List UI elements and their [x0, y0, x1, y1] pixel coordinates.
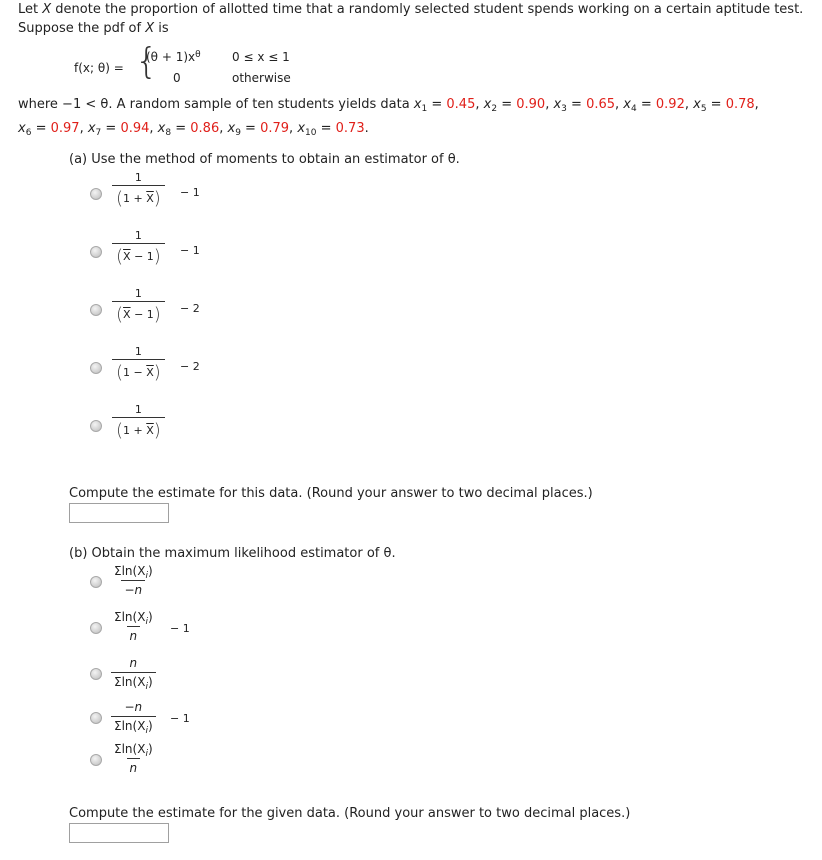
paren-left: ( — [116, 246, 124, 267]
sample-sep: , — [289, 121, 298, 136]
sample-value-item — [158, 121, 228, 136]
fraction-numerator: 1 — [134, 171, 142, 184]
part-b-option-2-fraction — [111, 610, 156, 643]
den-main: n — [129, 629, 138, 643]
num-main: Σln(X — [114, 564, 146, 578]
fraction-denominator — [112, 243, 165, 267]
pdf-case-1-text: (θ + 1)x — [146, 50, 196, 64]
part-b-option-3-radio[interactable] — [90, 668, 102, 680]
fraction-numerator — [111, 742, 156, 758]
part-b-option-3-fraction — [111, 656, 156, 692]
sample-sep: , — [754, 97, 759, 112]
sample-value-item — [297, 121, 368, 136]
sample-sep: , — [149, 121, 158, 136]
intro-line-2 — [18, 21, 169, 36]
fraction-numerator — [111, 564, 156, 580]
sample-sub: 6 — [25, 128, 32, 138]
part-b-option-1-radio[interactable] — [90, 576, 102, 588]
intro-var: X — [42, 2, 52, 17]
fraction-denominator — [112, 185, 165, 209]
part-a-question: (a) Use the method of moments to obtain an estimator of θ. — [69, 152, 460, 167]
sample-eq: = — [566, 97, 587, 112]
part-b-question: (b) Obtain the maximum likelihood estimator of θ. — [69, 546, 396, 561]
fraction-denominator — [112, 301, 165, 325]
fraction-denominator — [127, 626, 141, 643]
intro-text: Let — [18, 2, 43, 17]
sample-eq: = — [316, 121, 336, 136]
paren-left: ( — [116, 362, 124, 383]
sample-var: x — [87, 121, 96, 136]
num-end: ) — [147, 564, 153, 578]
intro-line-1 — [18, 2, 803, 17]
fraction-denominator — [121, 580, 145, 597]
pdf-case-2-expr: 0 — [173, 71, 181, 85]
part-a-option-5-fraction — [112, 403, 165, 441]
part-b-option-2-tail: − 1 — [170, 622, 190, 635]
part-a-answer-input[interactable] — [69, 503, 169, 523]
den-left: 1 + — [123, 192, 147, 205]
sample-value-item — [414, 97, 484, 112]
intro-var: X — [145, 21, 155, 36]
part-a-option-3-radio[interactable] — [90, 304, 102, 316]
sample-sep: , — [219, 121, 228, 136]
num-sub: i — [145, 749, 148, 759]
part-b-answer-input[interactable] — [69, 823, 169, 843]
den-end: ) — [147, 719, 153, 733]
paren-right: ) — [153, 246, 161, 267]
fraction-numerator: 1 — [134, 403, 142, 416]
sample-var: x — [297, 121, 306, 136]
num-main: n — [129, 656, 138, 670]
part-a-option-1-tail: − 1 — [180, 186, 200, 199]
part-a-option-2-radio[interactable] — [90, 246, 102, 258]
part-a-option-4-tail: − 2 — [180, 360, 200, 373]
sample-eq: = — [706, 97, 726, 112]
sample-sep: , — [615, 97, 624, 112]
sample-sub: 8 — [165, 128, 172, 138]
intro-text: is — [154, 21, 169, 36]
den-sub: i — [145, 682, 148, 692]
paren-right: ) — [153, 188, 161, 209]
sample-value: 0.90 — [516, 97, 546, 112]
den-xbar: $\overline{X}$ — [123, 308, 131, 321]
den-xbar: $\overline{X}$ — [146, 192, 154, 205]
part-b-option-4-fraction — [111, 700, 156, 736]
fraction-numerator — [127, 656, 141, 672]
part-a-option-4-fraction — [112, 345, 165, 383]
sample-sub: 10 — [305, 128, 317, 138]
sample-var: x — [483, 97, 492, 112]
fraction-denominator — [111, 716, 156, 736]
paren-left: ( — [116, 188, 124, 209]
sample-sub: 3 — [561, 104, 567, 114]
sample-sub: 9 — [235, 128, 241, 138]
den-xbar: $\overline{X}$ — [146, 424, 154, 437]
den-xbar: $\overline{X}$ — [123, 250, 131, 263]
intro-text: Suppose the pdf of — [18, 21, 146, 36]
sample-data-line-1 — [18, 97, 759, 112]
num-end: ) — [147, 742, 153, 756]
den-main: n — [129, 761, 138, 775]
sample-eq: = — [497, 97, 517, 112]
paren-left: ( — [116, 420, 124, 441]
sample-value-item — [484, 97, 554, 112]
sample-var: x — [623, 97, 631, 112]
sample-eq: = — [636, 97, 656, 112]
sample-eq: = — [427, 97, 447, 112]
sample-prefix: where −1 < θ. A random sample of ten students yields data — [18, 97, 414, 112]
sample-var: x — [227, 121, 236, 136]
sample-value-item — [553, 97, 623, 112]
part-a-option-2-tail: − 1 — [180, 244, 200, 257]
den-end: ) — [147, 675, 153, 689]
sample-value-item — [18, 121, 88, 136]
sample-sub: 2 — [491, 104, 498, 114]
part-a-option-3-tail: − 2 — [180, 302, 200, 315]
num-sub: i — [145, 617, 148, 627]
sample-sub: 5 — [700, 104, 707, 114]
part-a-option-2-fraction — [112, 229, 165, 267]
sample-eq: = — [171, 121, 191, 136]
sample-value: 0.94 — [120, 121, 150, 136]
fraction-numerator: 1 — [134, 287, 142, 300]
pdf-brace: { — [135, 41, 158, 82]
den-left: 1 + — [123, 424, 147, 437]
den-sub: i — [145, 726, 148, 736]
sample-eq: = — [101, 121, 121, 136]
sample-value-item — [693, 97, 759, 112]
part-b-option-4-radio[interactable] — [90, 712, 102, 724]
fraction-numerator — [121, 700, 145, 716]
den-xbar: $\overline{X}$ — [146, 366, 154, 379]
sample-value-item — [88, 121, 158, 136]
part-a-option-1-fraction — [112, 171, 165, 209]
part-b-option-2-radio[interactable] — [90, 622, 102, 634]
part-b-option-5-radio[interactable] — [90, 754, 102, 766]
num-main: Σln(X — [114, 742, 146, 756]
paren-right: ) — [153, 304, 161, 325]
sample-value: 0.45 — [446, 97, 476, 112]
sample-sep: , — [475, 97, 484, 112]
part-b-option-1-fraction — [111, 564, 156, 597]
num-main: −n — [124, 700, 143, 714]
sample-sep: , — [79, 121, 88, 136]
sample-data-line-2 — [18, 121, 369, 136]
pdf-case-1-cond: 0 ≤ x ≤ 1 — [232, 50, 290, 64]
sample-value: 0.97 — [50, 121, 80, 136]
intro-text: denote the proportion of allotted time that a randomly selected student spends working on a certain aptitude test. — [51, 2, 804, 17]
pdf-case-1-exponent: θ — [195, 50, 201, 60]
part-b-option-5-fraction — [111, 742, 156, 775]
pdf-lhs: f(x; θ) = — [74, 61, 124, 75]
den-right: − 1 — [130, 250, 154, 263]
pdf-case-2-cond: otherwise — [232, 71, 291, 85]
sample-eq: = — [31, 121, 51, 136]
fraction-denominator — [112, 359, 165, 383]
sample-var: x — [413, 97, 422, 112]
sample-sub: 7 — [95, 128, 102, 138]
sample-value-item — [227, 121, 297, 136]
den-left: 1 − — [123, 366, 147, 379]
sample-value-item — [623, 97, 693, 112]
sample-value: 0.65 — [586, 97, 616, 112]
den-main: Σln(X — [114, 675, 146, 689]
den-main: Σln(X — [114, 719, 146, 733]
sample-var: x — [157, 121, 166, 136]
sample-sep: , — [545, 97, 554, 112]
paren-right: ) — [153, 420, 161, 441]
sample-value: 0.92 — [655, 97, 685, 112]
sample-value: 0.79 — [260, 121, 290, 136]
fraction-numerator: 1 — [134, 229, 142, 242]
fraction-denominator — [112, 417, 165, 441]
paren-right: ) — [153, 362, 161, 383]
part-b-option-4-tail: − 1 — [170, 712, 190, 725]
sample-var: x — [693, 97, 701, 112]
sample-sub: 4 — [630, 104, 637, 114]
sample-sep: . — [364, 121, 369, 136]
part-a-option-1-radio[interactable] — [90, 188, 102, 200]
sample-value: 0.86 — [190, 121, 220, 136]
fraction-numerator — [111, 610, 156, 626]
den-right: − 1 — [130, 308, 154, 321]
fraction-numerator: 1 — [134, 345, 142, 358]
sample-var: x — [18, 121, 26, 136]
paren-left: ( — [116, 304, 124, 325]
num-sub: i — [145, 571, 148, 581]
part-a-option-5-radio[interactable] — [90, 420, 102, 432]
sample-value: 0.73 — [335, 121, 365, 136]
sample-value: 0.78 — [725, 97, 755, 112]
part-b-compute-prompt: Compute the estimate for the given data. (Round your answer to two decimal places.) — [69, 806, 631, 821]
pdf-case-1-expr — [146, 50, 201, 64]
sample-sub: 1 — [421, 104, 428, 114]
fraction-denominator — [111, 672, 156, 692]
part-a-option-3-fraction — [112, 287, 165, 325]
sample-sep: , — [684, 97, 694, 112]
sample-var: x — [553, 97, 562, 112]
num-end: ) — [147, 610, 153, 624]
den-main: −n — [124, 583, 143, 597]
part-a-option-4-radio[interactable] — [90, 362, 102, 374]
num-main: Σln(X — [114, 610, 146, 624]
sample-eq: = — [240, 121, 261, 136]
fraction-denominator — [127, 758, 141, 775]
part-a-compute-prompt: Compute the estimate for this data. (Round your answer to two decimal places.) — [69, 486, 593, 501]
